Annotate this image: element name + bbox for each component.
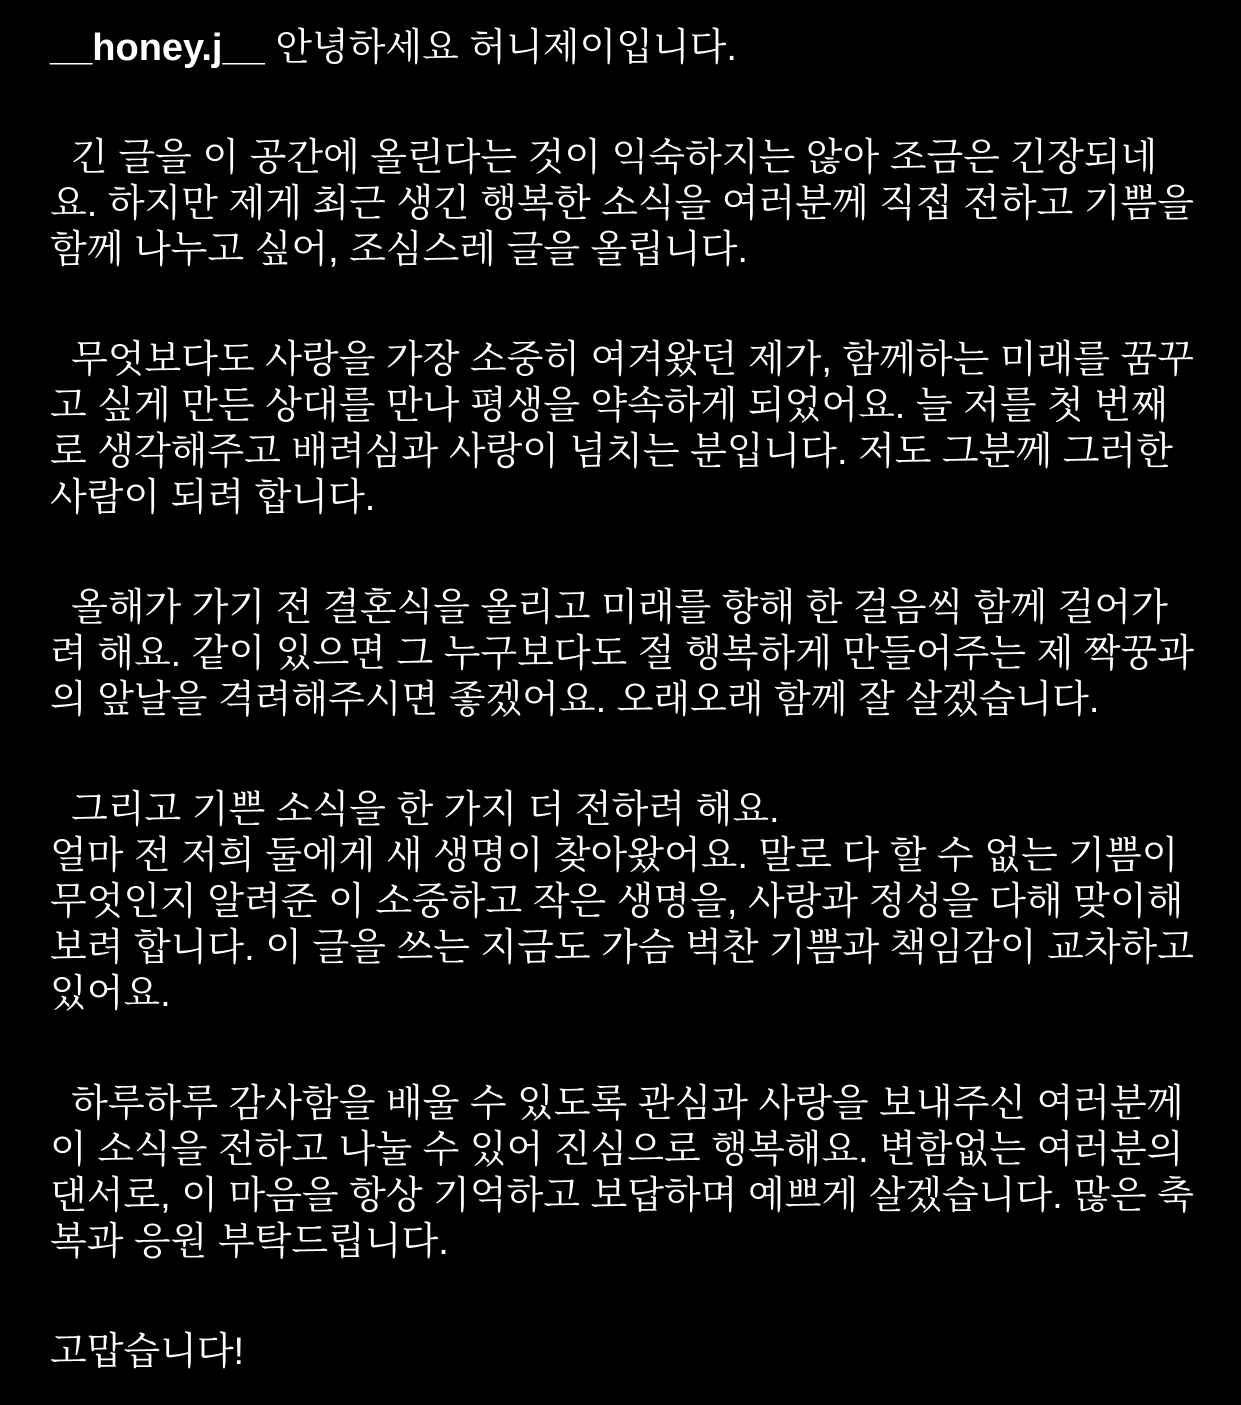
paragraph-thanks — [50, 1329, 1235, 1375]
caption-line: 긴 글을 이 공간에 올린다는 것이 익숙하지는 않아 조금은 긴장되네 — [50, 137, 1158, 179]
post-header — [50, 25, 1235, 71]
paragraph-wedding — [50, 585, 1235, 723]
caption-line: 함께 나누고 싶어, 조심스레 글을 올립니다. — [50, 229, 748, 271]
caption-line: 얼마 전 저희 둘에게 새 생명이 찾아왔어요. 말로 다 할 수 없는 기쁨이 — [50, 835, 1179, 877]
paragraph-intro — [50, 135, 1235, 273]
caption-line: 요. 하지만 제게 최근 생긴 행복한 소식을 여러분께 직접 전하고 기쁨을 — [50, 183, 1194, 225]
caption-line: 고맙습니다! — [50, 1331, 245, 1373]
caption-line: 보려 합니다. 이 글을 쓰는 지금도 가슴 벅찬 기쁨과 책임감이 교차하고 — [50, 927, 1194, 969]
paragraph-marriage — [50, 337, 1235, 521]
caption-line: 로 생각해주고 배려심과 사랑이 넘치는 분입니다. 저도 그분께 그러한 — [50, 431, 1173, 473]
caption-line: 려 해요. 같이 있으면 그 누구보다도 절 행복하게 만들어주는 제 짝꿍과 — [50, 633, 1194, 675]
caption-line: 있어요. — [50, 973, 171, 1015]
caption-line: 무엇인지 알려준 이 소중하고 작은 생명을, 사랑과 정성을 다해 맞이해 — [50, 881, 1184, 923]
username-link[interactable]: __honey.j__ — [50, 27, 265, 69]
caption-line: 하루하루 감사함을 배울 수 있도록 관심과 사랑을 보내주신 여러분께 — [50, 1083, 1184, 1125]
post-header-line — [50, 25, 1235, 71]
caption-line: 사람이 되려 합니다. — [50, 477, 376, 519]
caption-line: 복과 응원 부탁드립니다. — [50, 1221, 449, 1263]
caption-line: 무엇보다도 사랑을 가장 소중히 여겨왔던 제가, 함께하는 미래를 꿈꾸 — [50, 339, 1194, 381]
caption-line: 의 앞날을 격려해주시면 좋겠어요. 오래오래 함께 잘 살겠습니다. — [50, 679, 1100, 721]
greeting-text: 안녕하세요 허니제이입니다. — [264, 27, 737, 69]
caption-line: 올해가 가기 전 결혼식을 올리고 미래를 향해 한 걸음씩 함께 걸어가 — [50, 587, 1168, 629]
caption-line: 댄서로, 이 마음을 항상 기억하고 보답하며 예쁘게 살겠습니다. 많은 축 — [50, 1175, 1194, 1217]
caption-line: 그리고 기쁜 소식을 한 가지 더 전하려 해요. — [50, 789, 780, 831]
caption-line: 이 소식을 전하고 나눌 수 있어 진심으로 행복해요. 변함없는 여러분의 — [50, 1129, 1184, 1171]
paragraph-baby-news — [50, 787, 1235, 1017]
paragraph-gratitude — [50, 1081, 1235, 1265]
caption-line: 고 싶게 만든 상대를 만나 평생을 약속하게 되었어요. 늘 저를 첫 번째 — [50, 385, 1168, 427]
